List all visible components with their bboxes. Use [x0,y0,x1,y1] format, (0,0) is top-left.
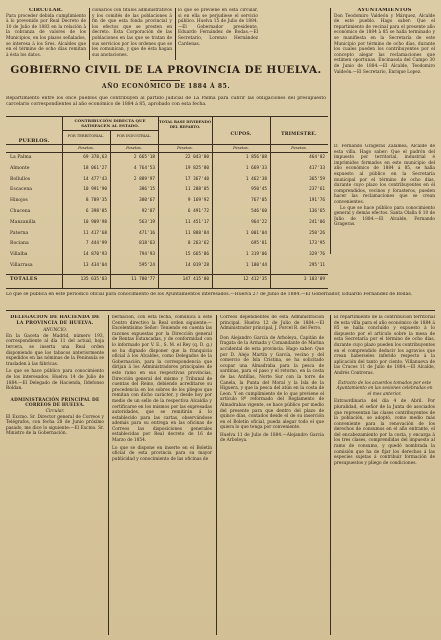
cell-total: 11 288'05 [185,187,209,193]
cell-pueblo: La Palma [10,155,32,160]
cell-cupo: 695'81 [251,241,267,247]
cell-pueblo: Chucena [10,209,31,214]
bottom-divider-3 [330,315,331,635]
bottom-divider-1 [108,315,109,635]
cell-territorial: 10 909'98 [83,219,107,225]
cell-cupo: 546'60 [251,209,267,214]
table-row [6,262,328,272]
cell-trimestre: 173'95 [309,241,325,247]
cell-industrial: 794'93 [139,252,155,258]
anuncio-heading: ANUNCIO. [43,328,67,334]
notice-grageras-signature: Lo que se hace público para conocimiento general y demás efectos. Santa Olalla 6 10 de Julio de 1884.—El Alcalde, Fernando Grageras. [334,205,435,228]
cell-territorial: 14 477'43 [83,176,107,182]
table-row [6,251,328,261]
cell-industrial: 2 889'97 [133,176,155,182]
cell-territorial: 69 378,63 [83,155,107,160]
cell-industrial: 595'24 [139,263,155,268]
intro-paragraph: Repartimiento entre los once pueblos que contribuyen al partido judicial de La Palma para cubrir las obligaciones del presupuesto carcelario correspondientes al año económico de 1884 á 85, aprobado con esta fecha. [6,96,326,107]
col-header-contribucion: CONTRIBUCIÓN DIRECTA QUE SATISFACEN AL ESTADO. [74,118,146,128]
delegacion-signature: Lo que se hace público para conocimiento de los interesados. Huelva 14 de Julio de 1884.—El Delegado de Hacienda, Ildefonso Roldan. [6,369,104,392]
unit-bottom-rule [6,152,328,153]
cell-cupo: 1 001'04 [245,230,267,236]
ayuntamientos-heading: AYUNTAMIENTOS [357,8,412,13]
bottom-col-3 [220,315,324,635]
correos-heading: ADMINISTRACIÓN PRINCIPAL DE CORREOS DE HUELVA. [10,397,100,409]
cell-territorial: 8 789'35 [85,198,107,204]
totals-top-rule [6,274,328,275]
correos-signature: Correos dependientes de esta Administración principal. Huelva 12 de Julio de 1884.—El Administrador principal, J. Porcel R. del Ferro. [220,315,324,332]
table-row [6,240,328,250]
totals-label: TOTALES [10,277,38,282]
cell-trimestre: 250'26 [309,230,325,236]
cell-pueblo: Villarrasa [10,263,33,268]
title-underline [150,80,180,81]
circular-text: Para proceder debida cumplimiento à lo prevenido por Real Decreto de 10 de Julio de 1883 en la relación à la cobranza de valores de los Municipios, en los plazos señalados, se interesa à los Sres. Alcaldes que en el término de ocho días remitan à ésta los datos. [6,13,86,58]
right-notices [334,144,435,254]
cell-total: 11 451'17 [185,219,209,225]
section-separator [6,310,435,311]
table-bottom-rule [6,288,328,289]
cell-total: 6 491'72 [187,209,209,214]
total-industrial: 11 780'77 [131,277,155,282]
total-total: 147 415'80 [182,277,209,282]
cell-industrial: 2 665'18 [133,155,155,160]
cell-territorial: 13 434'04 [83,263,107,268]
col-header-pueblos: PUEBLOS. [18,138,50,144]
unit-industrial: Pesetas. [126,145,142,150]
bottom-col-1 [6,315,104,635]
cell-pueblo: Rociana [10,241,29,247]
table-footer: Lo que se publica en este periódico oficial para conocimiento de los Ayuntamientos interesados.—Huelva 27 de Junio de 1884.—El Gobernador, Eduardo Fernández de Bodas. [6,292,413,297]
cell-cupo: 1 319'06 [245,252,267,258]
contribucion-notice: El repartimiento de la contribución territorial de esta villa para el año económico de 1884 á 85 se halla concluído y expuesto á lo dispuesto por el artículo sobre la mesa de esta Secretaría por el término de ocho días, durante cuyo plazo pueden los contribuyentes en el comprendido deducir los agravios que crean haberseles inferido respecto á la aplicación del tanto por ciento. Villanueva de las Cruces 11 de Julio de 1884.—El Alcalde, Andrés Contreras. [334,315,435,376]
unit-trimestre: Pesetas. [291,145,307,150]
top-col-1 [6,8,86,60]
cell-total: 8 263'62 [187,241,209,247]
ayuntamientos-text: Don Teodomiro Valdeón y Márquez, Alcalde de este pueblo. Hago saber: Que el repartimiento de vecinal para el presente año económico de 1884 à 85 se halla terminado y se manifiesta en la Secretaría de este Municipio por término de ocho días, durante los cuales pueden los contribuyentes por el concepto alegar las reclamaciones que estimen oportunas. Encinasola del Campo 30 de Junio de 1884.—El Alcalde, Teodomiro Valdeón.—El Secretario, Enrique Lopez. [334,13,435,75]
extracto-text: Extraordinaria del día 4 de Abril. Por pluralidad, el señor de la Junta de asociados que representan las clases contribuyentes de la población, se adoptó, como medio más conveniente para la renovación de los derechos de consumos en el año entrante, el del encabezamiento por la costa, y encarga á los tres clases, comprendidas del impuesto al ramo de consumo, y quedó nombrada la comisión que ha de fijar los derechos á las especies sujetas á contribuir formación de presupuestos y pliego de condiciones. [334,399,435,466]
cell-pueblo: Villalba [10,252,28,258]
cell-trimestre: 237'61 [309,187,325,193]
top-divider-2 [175,8,176,60]
table-top-rule [6,116,328,117]
correos-text: El Excmo. Sr. Director general de Correos y Telégrafos, con fecha 28 de Junio próximo pasado, me dice lo siguiente:—El Excmo. Sr. Ministro de la Gobernación. [6,414,104,437]
table-row [6,176,328,186]
cell-cupo: 767'05 [251,198,267,204]
cell-industrial: 471'16 [139,230,155,236]
cell-territorial: 14 870'93 [83,252,107,258]
cell-trimestre: 417'33 [309,165,325,171]
cell-cupo: 1 180'44 [245,263,267,268]
top-col-2-text: cionarios con títulos administrativos y los comités de las poblaciones à fin de que esta fonda provincial y los efectos que se presten en decreto. Esta Corporación de las poblaciones en las que se tratan de sus servicios por los ordenes que se les comunican, y que de ésta hagan sus anotaciones. [92,8,172,58]
table-row [6,165,328,175]
total-cupos: 12 412'35 [243,277,267,282]
table-row [6,230,328,240]
notice-grageras: D. Fernando Grageras Zalamea, Alcalde de esta villa. Hago saber: Que el padrón del impuesto por territorial, industrial é imprimidos formados en este municipio del año económico de 1884 á 85, se halla expuesto al público en la Secretaría municipal por el término de ocho días, durante cuyo plazo los contribuyentes en él comprendidos, vecinos y forasteros, pueden hacer las reclamaciones que se crean convenientes. [334,144,435,205]
delegacion-text: En la Gaceta de Madrid, número 193, correspondiente al día 11 del actual, hoja tercera, se inserta una Real orden disponiendo que los tabacos anteriormente expedidos en las nóminas de la Península se trasladen à las fábricas. [6,333,104,367]
col-header-cupos: CUPOS. [230,132,252,137]
col-header-total: TOTAL BASE DIVIDENDO DEL REPARTO. [159,120,211,129]
franquicia-text-2: Lo que se dispone en inserte en el Boletín oficial de esta provincia para su mayor publicidad y conocimiento de las oficinas de [112,445,212,462]
cell-pueblo: Manzanilla [10,219,36,225]
unit-cupos: Pesetas. [233,145,249,150]
page-title: GOBIERNO CIVIL DE LA PROVINCIA DE HUELVA. [10,64,322,76]
cell-trimestre: 365'59 [309,176,325,182]
cell-total: 11 888'84 [185,230,209,236]
cell-industrial: 380'67 [139,198,155,204]
franquicia-text: bernación, con esta fecha, comunica á este Centro directivo la Real orden siguiente:—Excelentísimo Señor: Teniendo en cuenta las razones expuestas por la Dirección general de Rentas Estancadas, y de conformidad con lo informado por V. E., S. M. el Rey (q. D. g.) se ha dignado disponer que la franquicia oficial á los Alcaldes, como Delegados de la Gobernación, para la correspondencia que dirijan á los Administradores principales de este ramo en sus respectivas provincias, Dirección general del mismo y Tribunal de cuentas del Reino, debiendo acreditarse su procedencia en los sobres de los pliegos que remitan con dicho carácter, y desde hoy por medio de un sello de la respectiva Alcaldía y certificarse en los mismos por las expresadas autoridades, que se remitirán á lo establecido para las cartas, observándose además para su entrega en las oficinas de Correos las disposiciones generales establecidas por Real decreto de 16 de Marzo de 1854. [112,315,212,444]
cell-territorial: 7 444'99 [85,241,107,247]
top-col-3 [178,8,258,60]
unit-territorial: Pesetas. [78,145,94,150]
col-header-territorial: POR TERRITORIAL. [67,134,105,138]
circular-sub: Circular. [45,408,65,414]
top-divider-1 [89,8,90,60]
cell-total: 14 019'28 [185,263,209,268]
cell-total: 19 825'80 [185,165,209,171]
cell-pueblo: Almonte [10,165,30,171]
cell-industrial: 92'87 [141,209,155,214]
cell-total: 9 169'92 [187,198,209,204]
cell-trimestre: 136'65 [309,209,325,214]
top-col-2 [92,8,172,60]
cell-territorial: 6 398'85 [85,209,107,214]
cell-total: 15 665'86 [185,252,209,258]
table-row [6,208,328,218]
cell-territorial: 11 417'68 [83,230,107,236]
bottom-divider-2 [216,315,217,635]
cell-total: 22 043'80 [185,155,209,160]
table-row [6,219,328,229]
cell-trimestre: 241'06 [309,219,325,225]
cell-industrial: 4 764'53 [133,165,155,171]
cell-pueblo: Escacena [10,187,33,193]
page-subtitle: AÑO ECONÓMICO DE 1884 Á 85. [101,83,231,90]
top-col-3-text: lo que se previene en esta circular, si en ella se perjudiese el servicio público. Huelva 15 de Julio de 1884.—El Gobernador presidente, Eduardo Fernández de Bodas.—El Secretario, Lorenzo Hernández Cardenas. [178,8,258,47]
cell-cupo: 950'45 [251,187,267,193]
table-row [6,197,328,207]
circular-heading: CIRCULAR. [29,8,63,13]
unit-total: Pesetas. [177,145,193,150]
col-header-industrial: POR INDUSTRIAL. [116,134,152,138]
cell-industrial: 386'15 [139,187,155,193]
right-column-divider [330,8,331,254]
delegacion-heading: DELEGACIÓN DE HACIENDA DE LA PROVINCIA DE HUELVA. [10,315,100,326]
top-col-4 [334,8,435,140]
cell-industrial: 818'63 [139,241,155,247]
cell-pueblo: Bollullos [10,176,31,182]
cell-cupo: 964'22 [251,219,267,225]
cell-trimestre: 191'76 [309,198,325,204]
cell-trimestre: 329'76 [309,252,325,258]
table-row [6,186,328,196]
col-header-trimestre: TRIMESTRE. [281,132,317,137]
bottom-col-4 [334,315,435,635]
cell-trimestre: 295'11 [309,263,325,268]
cell-pueblo: Paterna [10,230,29,236]
table-row [6,154,328,164]
cell-trimestre: 464'02 [309,155,325,160]
cell-total: 17 367'40 [185,176,209,182]
cell-industrial: 563'19 [139,219,155,225]
cell-cupo: 1 462'38 [245,176,267,182]
cell-territorial: 10 991'90 [83,187,107,193]
cell-cupo: 1 856'08 [245,155,267,160]
cell-cupo: 1 669'33 [245,165,267,171]
bottom-col-2 [112,315,212,635]
almadraba-signature: Huelva 11 de Julio de 1884.—Alejandro García de Arboleya. [220,432,324,444]
cell-pueblo: Hinojos [10,198,28,204]
cell-territorial: 18 061'27 [83,165,107,171]
almadraba-notice: Don Alejandro García de Arboleya, Capitán de fragata de la Armada y Comandante de Marina accidental de esta provincia. Hago saber: Que por D. Alejo Martín y García, vecino y del comercio de Isla Cristina, se ha solicitado ocupar una Almadraba para la pesca de sardinas, para el paso y el retorno, en la costa de las Antillas, Norte Sur con la torre de Canela, la Punta del Moral y la Isla de la Higuera, y que la pesca del atún en la costa de Leon. Y en cumplimiento de lo que previene el artículo 8º reformado del Reglamento de Almadrabas vigente, se hace público por medio del presente para que dentro del plazo de quince días, contados desde el de su inserción en el Boletín oficial, pueda alegar todo el que quiera lo que tenga por conveniente. [220,335,324,431]
total-territorial: 135 635'03 [80,277,107,282]
total-trimestre: 3 103'09 [303,277,325,282]
extracto-heading: Extracto de los acuerdos tomados por este Ayuntamiento en las sesiones celebradas en el mes anterior. [336,380,433,397]
